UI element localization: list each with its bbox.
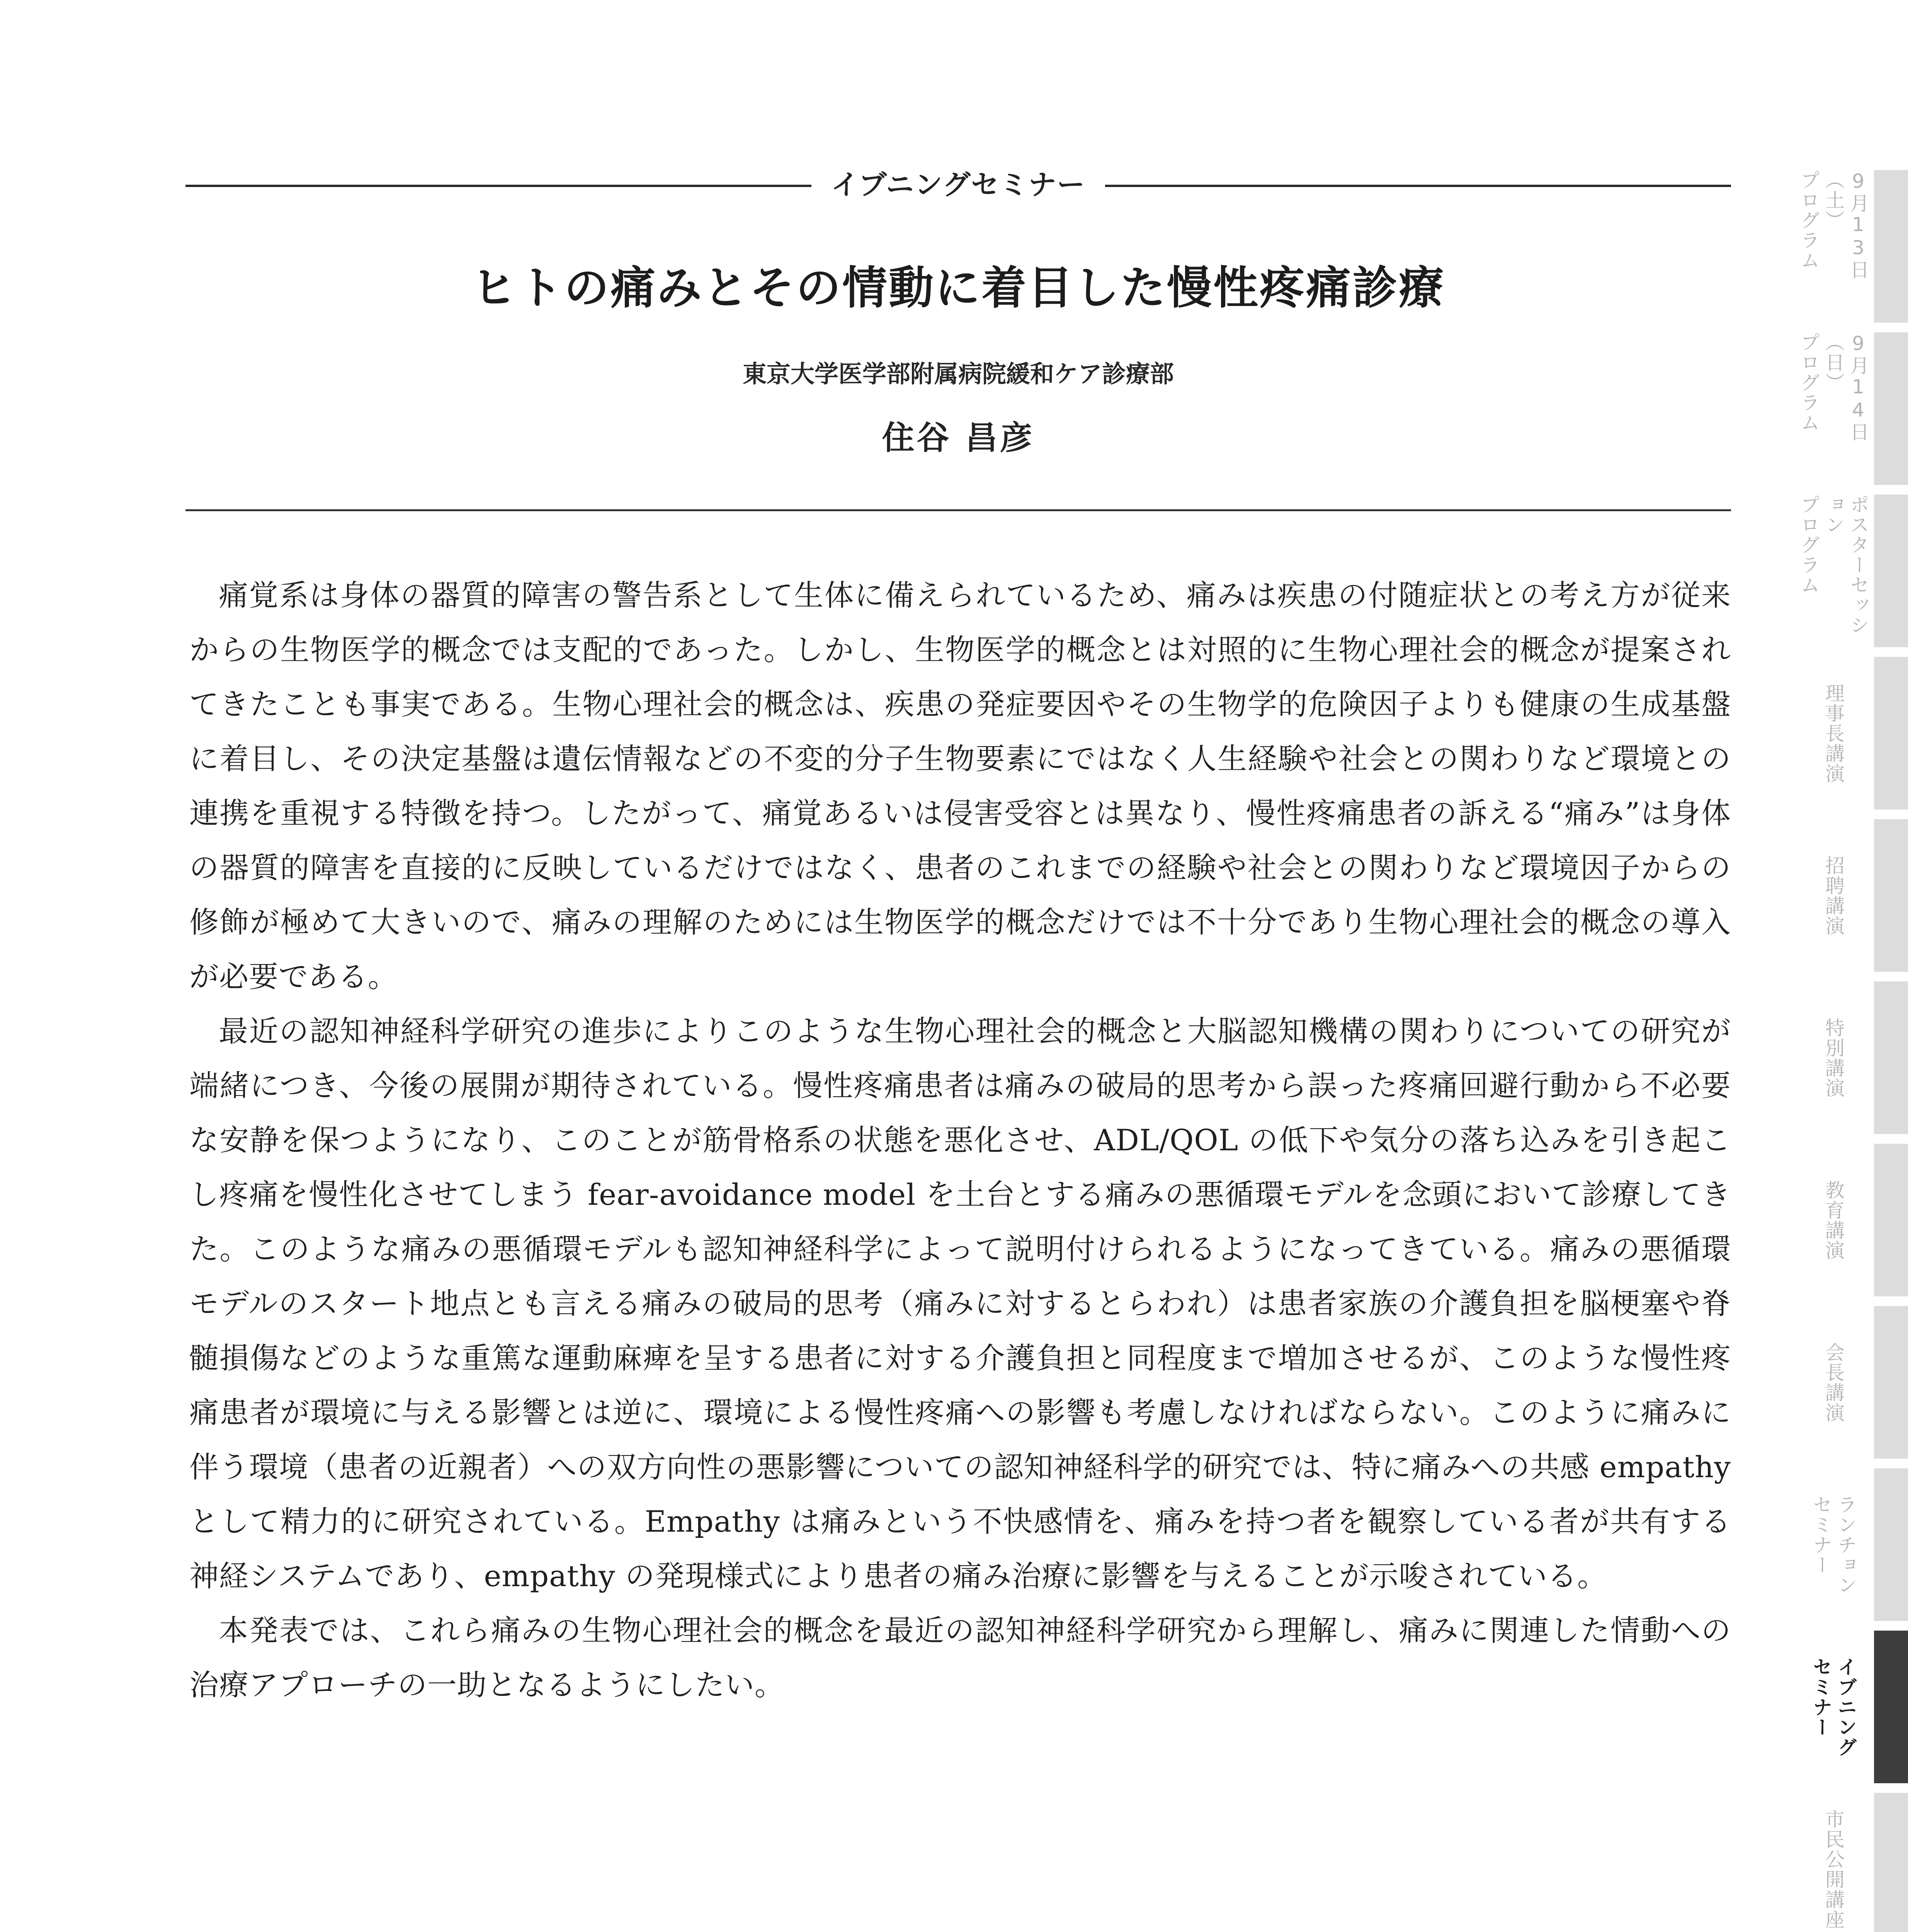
tab-label: 教育講演 [1822, 1180, 1845, 1260]
tab-label: 理事長講演 [1822, 683, 1845, 784]
tab-marker [1874, 1144, 1908, 1296]
tab-marker [1874, 981, 1908, 1134]
paragraph: 最近の認知神経科学研究の進歩によりこのような生物心理社会的概念と大脳認知機構の関わりについての研究が端緒につき、今後の展開が期待されている。慢性疼痛患者は痛みの破局的思考から誤った疼痛回避行動から不必要な安静を保つようになり、このことが筋骨格系の状態を悪化させ、ADL/QOL の低下や気分の落ち込みを引き起こし疼痛を慢性化させてしまう fear-avoidance model を土台とする痛みの悪循環モデルを念頭において診療してきた。このような痛みの悪循環モデルも認知神経科学によって説明付けられるようになってきている。痛みの悪循環モデルのスタート地点とも言える痛みの破局的思考（痛みに対するとらわれ）は患者家族の介護負担を脳梗塞や脊髄損傷などのような重篤な運動麻痺を呈する患者に対する介護負担と同程度まで増加させるが、このような慢性疼痛患者が環境に与える影響とは逆に、環境による慢性疼痛への影響も考慮しなければならない。このように痛みに伴う環境（患者の近親者）への双方向性の悪影響についての認知神経科学的研究では、特に痛みへの共感 empathy として精力的に研究されている。Empathy は痛みという不快感情を、痛みを持つ者を観察している者が共有する神経システムであり、empathy の発現様式により患者の痛み治療に影響を与えることが示唆されている。 [189, 1014, 1731, 1593]
tab-marker [1874, 1793, 1908, 1932]
tab-marker [1874, 657, 1908, 810]
abstract-body [189, 568, 1731, 1712]
tab-program-sep13[interactable] [1793, 170, 1908, 323]
tab-label: 市民公開講座 [1822, 1809, 1845, 1930]
paragraph: 本発表では、これら痛みの生物心理社会的概念を最近の認知神経科学研究から理解し、痛みに関連した情動への治療アプローチの一助となるようにしたい。 [189, 1613, 1731, 1702]
tab-luncheon-seminar[interactable] [1793, 1468, 1908, 1621]
tab-marker [1874, 495, 1908, 647]
header-divider [185, 509, 1731, 511]
tab-evening-seminar[interactable] [1793, 1631, 1908, 1783]
tab-marker [1874, 332, 1908, 485]
author-affiliation: 東京大学医学部附属病院緩和ケア診療部 [742, 360, 1174, 388]
paragraph: 痛覚系は身体の器質的障害の警告系として生体に備えられているため、痛みは疾患の付随症状との考え方が従来からの生物医学的概念では支配的であった。しかし、生物医学的概念とは対照的に生物心理社会的概念が提案されてきたことも事実である。生物心理社会的概念は、疾患の発症要因やその生物学的危険因子よりも健康の生成基盤に着目し、その決定基盤は遺伝情報などの不変的分子生物要素にではなく人生経験や社会との関わりなど環境との連携を重視する特徴を持つ。したがって、痛覚あるいは侵害受容とは異なり、慢性疼痛患者の訴える“痛み”は身体の器質的障害を直接的に反映しているだけではなく、患者のこれまでの経験や社会との関わりなど環境因子からの修飾が極めて大きいので、痛みの理解のためには生物医学的概念だけでは不十分であり生物心理社会的概念の導入が必要である。 [189, 578, 1731, 994]
page-title: ヒトの痛みとその情動に着目した慢性疼痛診療 [471, 262, 1445, 314]
tab-label: 9月14日（日） プログラム [1797, 332, 1869, 442]
tab-program-sep14[interactable] [1793, 332, 1908, 485]
tab-marker [1874, 1468, 1908, 1621]
tab-educational-lecture[interactable] [1793, 1144, 1908, 1296]
tab-marker [1874, 1631, 1908, 1783]
tab-label: イブニング セミナー [1810, 1656, 1857, 1757]
section-rule-left [185, 185, 811, 187]
tab-president-lecture[interactable] [1793, 1306, 1908, 1459]
author-name: 住谷 昌彦 [882, 418, 1035, 457]
tab-marker [1874, 819, 1908, 972]
section-rule-right [1105, 185, 1731, 187]
tab-chairman-lecture[interactable] [1793, 657, 1908, 810]
tab-marker [1874, 1306, 1908, 1459]
tab-marker [1874, 170, 1908, 323]
tab-special-lecture[interactable] [1793, 981, 1908, 1134]
tab-label: ポスターセッション プログラム [1797, 495, 1869, 635]
tab-label: 特別講演 [1822, 1017, 1845, 1098]
tab-label: 9月13日（土） プログラム [1797, 170, 1869, 280]
section-label: イブニングセミナー [831, 168, 1086, 201]
tab-label: 招聘講演 [1822, 855, 1845, 936]
tab-label: ランチョン セミナー [1810, 1494, 1857, 1595]
tab-label: 会長講演 [1822, 1342, 1845, 1423]
section-index-tabs [1793, 170, 1908, 1932]
tab-poster-program[interactable] [1793, 495, 1908, 647]
tab-invited-lecture[interactable] [1793, 819, 1908, 972]
tab-public-lecture[interactable] [1793, 1793, 1908, 1932]
